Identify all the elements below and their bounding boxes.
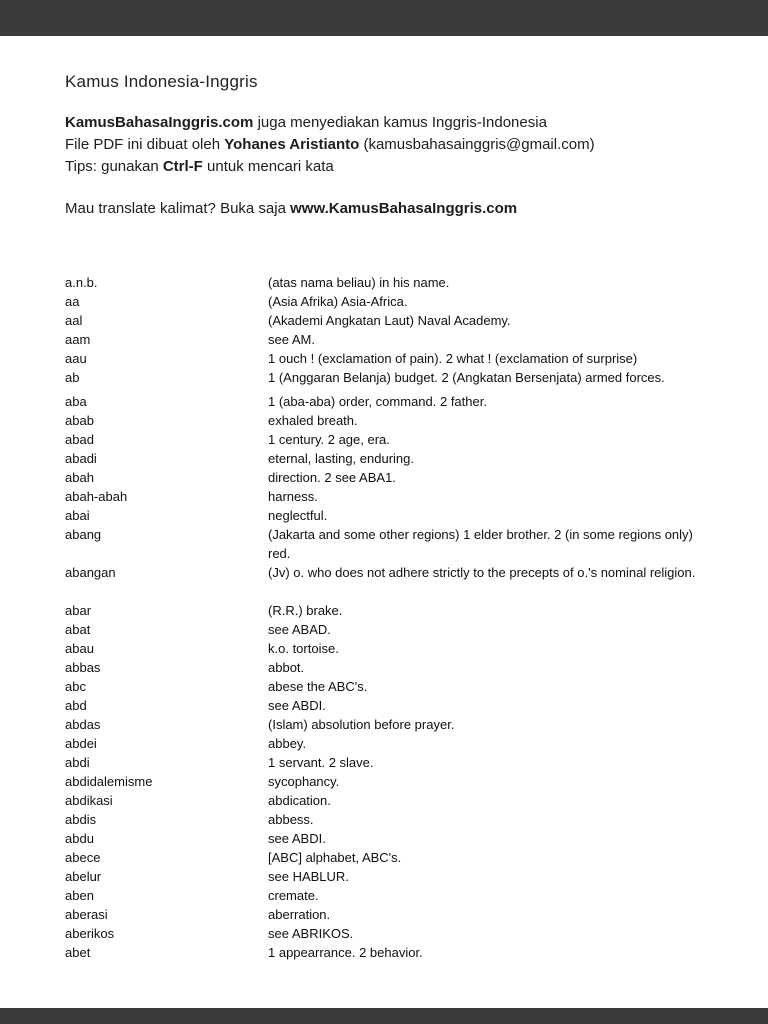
entry-term: abbas bbox=[65, 660, 101, 675]
dictionary-entry bbox=[65, 525, 746, 563]
dictionary-entry bbox=[65, 924, 746, 943]
entry-definition bbox=[268, 468, 746, 487]
entry-definition bbox=[268, 867, 746, 886]
entry-definition-line: see ABDI. bbox=[268, 831, 326, 846]
entry-term: aben bbox=[65, 888, 94, 903]
entry-definition-line: cremate. bbox=[268, 888, 319, 903]
entry-definition-line: abbot. bbox=[268, 660, 305, 675]
entry-definition bbox=[268, 620, 746, 639]
entry-term: abelur bbox=[65, 869, 102, 884]
dictionary-entry bbox=[65, 349, 746, 368]
entry-definition-line: 1 (Anggaran Belanja) budget. 2 (Angkatan Bersenjata) armed forces. bbox=[268, 370, 665, 385]
entry-definition-line: 1 (aba-aba) order, command. 2 father. bbox=[268, 394, 487, 409]
dictionary-entry bbox=[65, 311, 746, 330]
dictionary-entry bbox=[65, 563, 746, 582]
intro-line-2 bbox=[65, 134, 746, 156]
entry-term: aba bbox=[65, 394, 87, 409]
dictionary-entry bbox=[65, 810, 746, 829]
entry-definition-line: k.o. tortoise. bbox=[268, 641, 339, 656]
dictionary-entry bbox=[65, 905, 746, 924]
dictionary-entry bbox=[65, 677, 746, 696]
intro-line-4-bold: www.KamusBahasaInggris.com bbox=[290, 200, 518, 217]
dictionary-entry bbox=[65, 943, 746, 962]
entry-term: abah bbox=[65, 470, 94, 485]
entry-definition bbox=[268, 715, 746, 734]
entry-definition bbox=[268, 772, 746, 791]
intro-line-4 bbox=[65, 198, 746, 220]
dictionary-entry bbox=[65, 772, 746, 791]
entry-term: abat bbox=[65, 622, 91, 637]
entry-term: aau bbox=[65, 351, 87, 366]
entry-definition-line: see HABLUR. bbox=[268, 869, 349, 884]
dictionary-entry bbox=[65, 658, 746, 677]
entry-definition-line: (Islam) absolution before prayer. bbox=[268, 717, 455, 732]
pdf-page bbox=[0, 36, 768, 1008]
entry-definition bbox=[268, 886, 746, 905]
dictionary-entry bbox=[65, 273, 746, 292]
intro-block bbox=[65, 112, 746, 220]
dictionary-entry bbox=[65, 368, 746, 387]
dictionary-entry bbox=[65, 848, 746, 867]
entry-term: abang bbox=[65, 527, 102, 542]
entry-term: abai bbox=[65, 508, 90, 523]
entry-definition bbox=[268, 449, 746, 468]
entry-definition bbox=[268, 810, 746, 829]
entry-definition-line: eternal, lasting, enduring. bbox=[268, 451, 414, 466]
entry-definition bbox=[268, 734, 746, 753]
intro-line-1 bbox=[65, 112, 746, 134]
entry-term: aberasi bbox=[65, 907, 108, 922]
entry-term: aal bbox=[65, 313, 83, 328]
dictionary-entry bbox=[65, 449, 746, 468]
dictionary-entry bbox=[65, 468, 746, 487]
entry-definition bbox=[268, 829, 746, 848]
dictionary-entry bbox=[65, 715, 746, 734]
dictionary-entry bbox=[65, 696, 746, 715]
entry-definition bbox=[268, 696, 746, 715]
entry-term: abet bbox=[65, 945, 91, 960]
entry-term: aam bbox=[65, 332, 91, 347]
entry-term: abad bbox=[65, 432, 94, 447]
entry-definition bbox=[268, 943, 746, 962]
entry-term: abdidalemisme bbox=[65, 774, 153, 789]
entry-definition-line: aberration. bbox=[268, 907, 331, 922]
entry-definition-line: (Akademi Angkatan Laut) Naval Academy. bbox=[268, 313, 511, 328]
entry-term: ab bbox=[65, 370, 80, 385]
entry-term: abau bbox=[65, 641, 94, 656]
entry-definition bbox=[268, 658, 746, 677]
entry-definition bbox=[268, 639, 746, 658]
intro-line-2-bold: Yohanes Aristianto bbox=[224, 136, 360, 153]
entry-definition-line: abbey. bbox=[268, 736, 307, 751]
entry-term: abdikasi bbox=[65, 793, 113, 808]
entry-definition bbox=[268, 753, 746, 772]
viewer-bottom-bar bbox=[0, 1008, 768, 1024]
entry-term: abece bbox=[65, 850, 101, 865]
intro-line-3-bold: Ctrl-F bbox=[162, 158, 203, 175]
entry-definition-line: (atas nama beliau) in his name. bbox=[268, 275, 450, 290]
entry-definition-line: sycophancy. bbox=[268, 774, 340, 789]
dictionary-entry bbox=[65, 601, 746, 620]
dictionary-entry bbox=[65, 292, 746, 311]
entry-definition bbox=[268, 392, 746, 411]
entry-definition-line: see ABAD. bbox=[268, 622, 331, 637]
entry-definition bbox=[268, 506, 746, 525]
intro-line-3-pre: Tips: gunakan bbox=[65, 158, 163, 175]
entry-definition bbox=[268, 563, 746, 582]
intro-line-4-pre: Mau translate kalimat? Buka saja bbox=[65, 200, 291, 217]
entry-definition-line: harness. bbox=[268, 489, 318, 504]
entry-term: abdu bbox=[65, 831, 94, 846]
entry-term: abdi bbox=[65, 755, 90, 770]
entry-term: abdas bbox=[65, 717, 101, 732]
entry-term: aa bbox=[65, 294, 80, 309]
intro-line-3 bbox=[65, 156, 746, 178]
entry-definition-line: abbess. bbox=[268, 812, 314, 827]
entry-term: abah-abah bbox=[65, 489, 128, 504]
dictionary-entry bbox=[65, 330, 746, 349]
dictionary-entry bbox=[65, 411, 746, 430]
entry-definition bbox=[268, 273, 746, 292]
entry-definition bbox=[268, 525, 746, 563]
entry-definition bbox=[268, 292, 746, 311]
entry-term: aberikos bbox=[65, 926, 115, 941]
document-title: Kamus Indonesia-Inggris bbox=[65, 72, 258, 91]
entry-definition-line: neglectful. bbox=[268, 508, 328, 523]
entry-definition-line: see ABRIKOS. bbox=[268, 926, 354, 941]
entry-term: a.n.b. bbox=[65, 275, 98, 290]
entry-definition bbox=[268, 330, 746, 349]
entry-definition-line: direction. 2 see ABA1. bbox=[268, 470, 396, 485]
entry-definition-line: see ABDI. bbox=[268, 698, 326, 713]
entry-definition bbox=[268, 905, 746, 924]
viewer-top-bar bbox=[0, 0, 768, 36]
entry-definition-line: 1 century. 2 age, era. bbox=[268, 432, 390, 447]
entry-definition-line: (R.R.) brake. bbox=[268, 603, 343, 618]
intro-line-2-rest: (kamusbahasainggris@gmail.com) bbox=[359, 136, 595, 153]
entry-term: abd bbox=[65, 698, 87, 713]
entry-definition bbox=[268, 791, 746, 810]
entry-term: abadi bbox=[65, 451, 97, 466]
entry-definition bbox=[268, 368, 746, 387]
dictionary-entry bbox=[65, 791, 746, 810]
dictionary-entry bbox=[65, 487, 746, 506]
entry-definition bbox=[268, 311, 746, 330]
entry-definition-line: exhaled breath. bbox=[268, 413, 358, 428]
entry-definition bbox=[268, 487, 746, 506]
dictionary-entry bbox=[65, 886, 746, 905]
dictionary-entry bbox=[65, 392, 746, 411]
entry-definition-line: red. bbox=[268, 546, 291, 561]
entry-term: abangan bbox=[65, 565, 116, 580]
intro-line-2-pre: File PDF ini dibuat oleh bbox=[65, 136, 225, 153]
entry-definition-line: abese the ABC's. bbox=[268, 679, 368, 694]
dictionary-entry bbox=[65, 639, 746, 658]
entry-definition bbox=[268, 677, 746, 696]
dictionary-entry bbox=[65, 620, 746, 639]
entry-term: abar bbox=[65, 603, 92, 618]
dictionary-entry bbox=[65, 867, 746, 886]
entry-definition bbox=[268, 924, 746, 943]
entry-definition-line: 1 ouch ! (exclamation of pain). 2 what ! (exclamation of surprise) bbox=[268, 351, 638, 366]
entry-definition bbox=[268, 411, 746, 430]
dictionary-entry bbox=[65, 734, 746, 753]
dictionary-entry bbox=[65, 753, 746, 772]
dictionary-entry bbox=[65, 829, 746, 848]
entry-definition-line: 1 appearrance. 2 behavior. bbox=[268, 945, 423, 960]
entry-definition-line: [ABC] alphabet, ABC's. bbox=[268, 850, 402, 865]
dictionary-entry bbox=[65, 430, 746, 449]
entry-definition bbox=[268, 349, 746, 368]
entry-definition-line: 1 servant. 2 slave. bbox=[268, 755, 374, 770]
entry-definition-line: (Asia Afrika) Asia-Africa. bbox=[268, 294, 408, 309]
entry-term: abc bbox=[65, 679, 86, 694]
entry-definition-line: see AM. bbox=[268, 332, 315, 347]
dictionary-entry bbox=[65, 506, 746, 525]
intro-line-1-bold: KamusBahasaInggris.com bbox=[65, 114, 254, 131]
intro-line-3-rest: untuk mencari kata bbox=[202, 158, 334, 175]
entry-definition-line: (Jakarta and some other regions) 1 elder brother. 2 (in some regions only) bbox=[268, 527, 693, 542]
entry-definition bbox=[268, 601, 746, 620]
entry-definition-line: (Jv) o. who does not adhere strictly to the precepts of o.'s nominal religion. bbox=[268, 565, 696, 580]
entry-definition bbox=[268, 430, 746, 449]
intro-line-1-rest: juga menyediakan kamus Inggris-Indonesia bbox=[253, 114, 547, 131]
entry-term: abdis bbox=[65, 812, 97, 827]
entry-term: abab bbox=[65, 413, 94, 428]
entry-term: abdei bbox=[65, 736, 97, 751]
dictionary-entries bbox=[65, 273, 746, 962]
entry-definition bbox=[268, 848, 746, 867]
entry-definition-line: abdication. bbox=[268, 793, 331, 808]
